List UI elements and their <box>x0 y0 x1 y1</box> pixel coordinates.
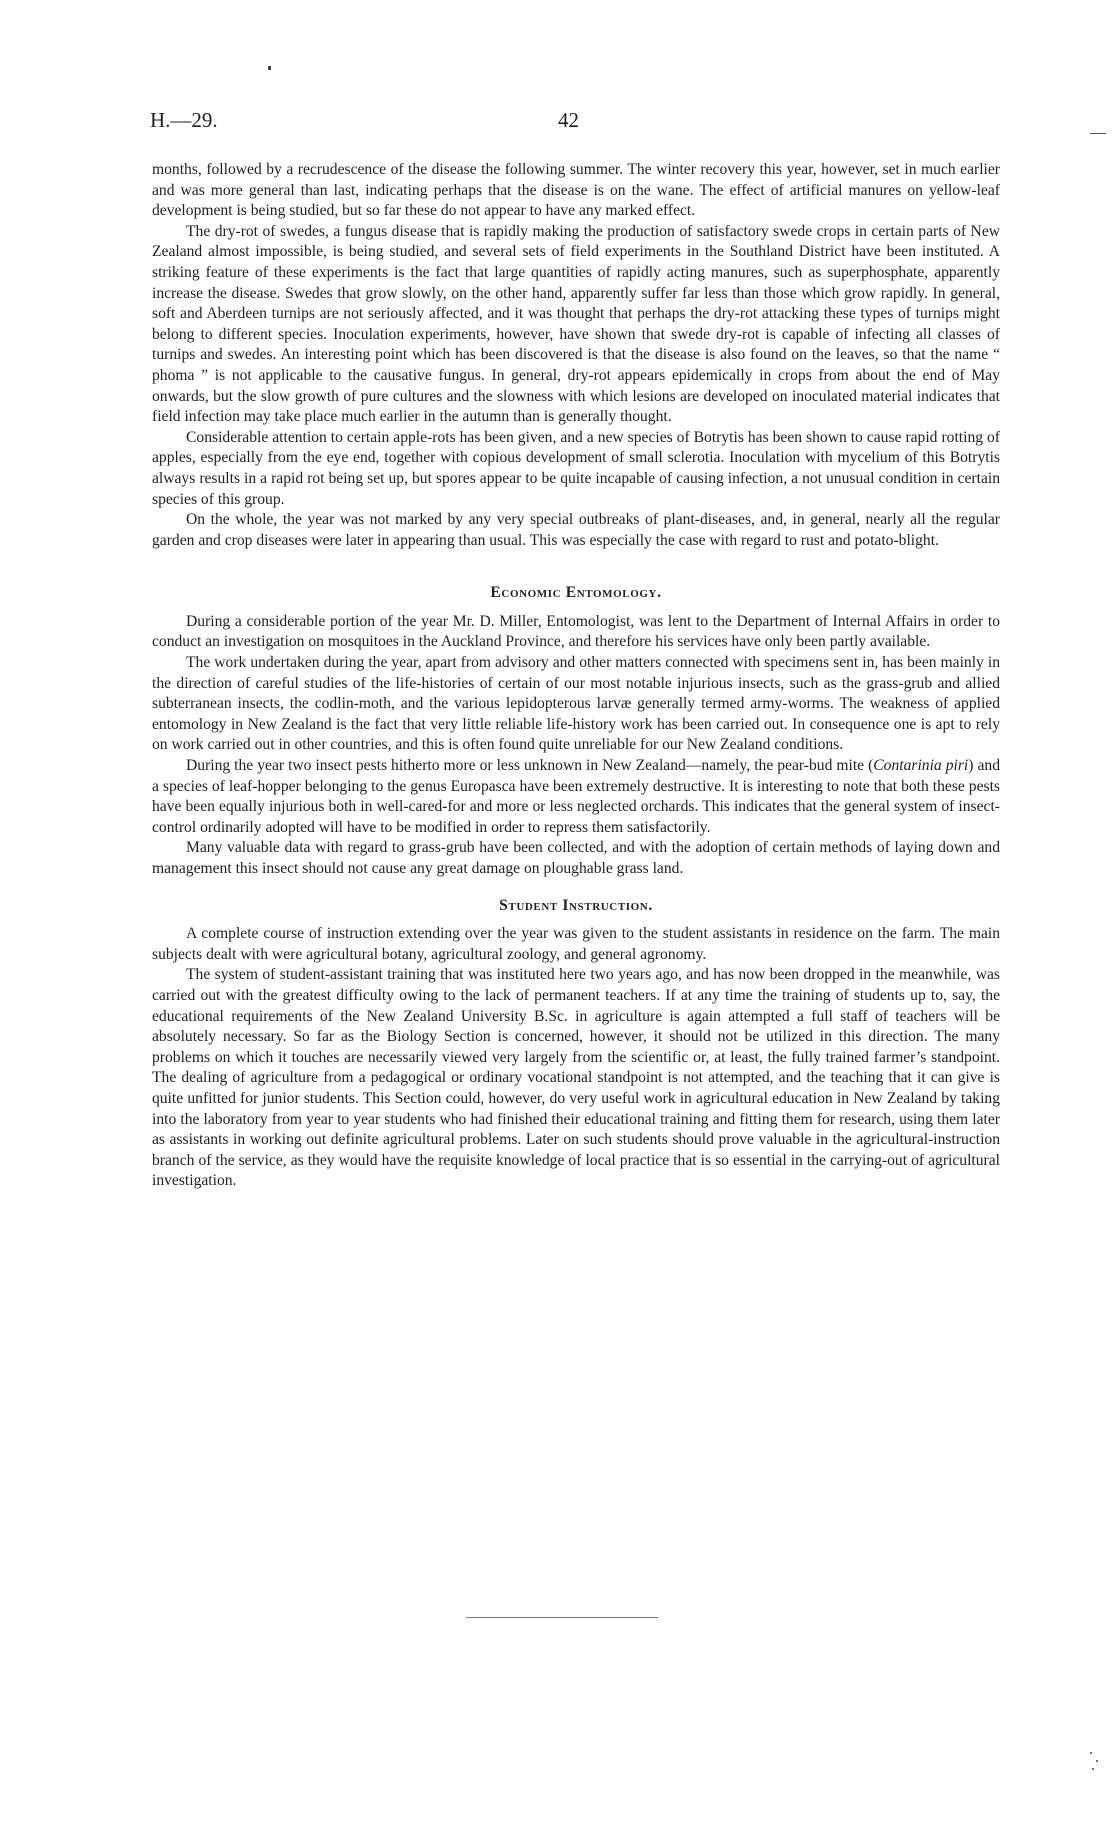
paragraph: The dry-rot of swedes, a fungus disease that is rapidly making the production of satisfactory swede crops in certain parts of New Zealand almost impossible, is being studied, and several sets of field experiments in the Southland District have been instituted. A striking feature of these experiments is the fact that large quantities of rapidly acting manures, such as superphosphate, apparently increase the disease. Swedes that grow slowly, on the other hand, apparently suffer far less than those which grow rapidly. In general, soft and Aberdeen turnips are not seriously affected, and it was thought that perhaps the dry-rot attacking these types of turnips might belong to different species. Inoculation experiments, however, have shown that swede dry-rot is capable of infecting all classes of turnips and swedes. An interesting point which has been discovered is that the disease is also found on the leaves, so that the name “ phoma ” is not applicable to the causative fungus. In general, dry-rot appears epidemically in crops from about the end of May onwards, but the slow growth of pure cultures and the slowness with which lesions are developed on inoculated material indicates that field infection may take place much earlier in the autumn than is generally thought. <box>152 222 1000 426</box>
end-rule <box>466 1617 658 1618</box>
paragraph: A complete course of instruction extending over the year was given to the student assistants in residence on the farm. The main subjects dealt with were agricultural botany, agricultural zoology, and general agronomy. <box>152 925 1000 963</box>
stray-mark <box>268 66 271 70</box>
document-reference: H.—29. <box>150 108 218 132</box>
scan-speck <box>1096 1760 1098 1762</box>
body-text <box>152 160 1000 1192</box>
paragraph: On the whole, the year was not marked by any very special outbreaks of plant-diseases, and, in general, nearly all the regular garden and crop diseases were later in appearing than usual. This was especially the case with regard to rust and potato-blight. <box>152 511 1000 549</box>
scan-speck <box>1092 1768 1094 1770</box>
paragraph: Considerable attention to certain apple-rots has been given, and a new species of Botrytis has been shown to cause rapid rotting of apples, especially from the eye end, together with copious development of small sclerotia. Inoculation with mycelium of this Botrytis always results in a rapid rot being set up, but spores appear to be quite incapable of causing infection, a not unusual condition in certain species of this group. <box>152 428 1000 508</box>
paragraph: The work undertaken during the year, apart from advisory and other matters connected with specimens sent in, has been mainly in the direction of careful studies of the life-histories of certain of our most notable injurious insects, such as the grass-grub and allied subterranean insects, the codlin-moth, and the various lepidopterous larvæ generally termed army-worms. The weakness of applied entomology in New Zealand is the fact that very little reliable life-history work has been carried out. In consequence one is apt to rely on work carried out in other countries, and this is often found quite unreliable for our New Zealand conditions. <box>152 654 1000 754</box>
paragraph <box>152 756 1000 838</box>
paragraph: months, followed by a recrudescence of the disease the following summer. The winter recovery this year, however, set in much earlier and was more general than last, indicating perhaps that the disease is on the wane. The effect of artificial manures on yellow-leaf development is being studied, but so far these do not appear to have any marked effect. <box>152 161 1000 220</box>
paragraph: Many valuable data with regard to grass-grub have been collected, and with the adoption of certain methods of laying down and management this insect should not cause any great damage on ploughable grass land. <box>152 839 1000 877</box>
page-number: 42 <box>558 108 579 132</box>
paragraph: During a considerable portion of the year Mr. D. Miller, Entomologist, was lent to the Department of Internal Affairs in order to conduct an investigation on mosquitoes in the Auckland Province, and therefore his services have only been partly available. <box>152 612 1000 651</box>
paragraph: The system of student-assistant training that was instituted here two years ago, and has now been dropped in the meanwhile, was carried out with the greatest difficulty owing to the lack of permanent teachers. If at any time the training of students up to, say, the educational requirements of the New Zealand University B.Sc. in agriculture is again attempted a full staff of teachers will be absolutely necessary. So far as the Biology Section is concerned, however, it should not be utilized in this direction. The many problems on which it touches are necessarily viewed very largely from the scientific or, at least, the fully trained farmer’s standpoint. The dealing of agriculture from a pedagogical or ordinary vocational standpoint is not attempted, and the teaching that it can give is quite unfitted for junior students. This Section could, however, do very useful work in agricultural education in New Zealand by taking into the laboratory from year to year students who had finished their educational training and fitting them for research, using them later as assistants in working out definite agricultural problems. Later on such students should prove valuable in the agricultural-instruction branch of the service, as they would have the requisite knowledge of local practice that is so essential in the carrying-out of agricultural investigation. <box>152 966 1000 1190</box>
paragraph-text: ) and a species of leaf-hopper belonging to the genus Europasca have been extremely destructive. It is interesting to note that both these pests have been equally injurious both in well-cared-for and more or less neglected orchards. This indicates that the general system of insect-control ordinarily adopted will have to be modified in order to repress them satisfactorily. <box>152 757 1000 836</box>
margin-mark <box>1090 133 1106 134</box>
paragraph-text: During the year two insect pests hitherto more or less unknown in New Zealand—namely, the pear-bud mite ( <box>186 757 874 775</box>
section-heading-economic-entomology: Economic Entomology. <box>490 584 662 602</box>
species-name: Contarinia piri <box>873 757 969 775</box>
section-heading-student-instruction: Student Instruction. <box>499 896 653 914</box>
scan-speck <box>1090 1752 1092 1754</box>
running-header <box>150 108 1000 138</box>
